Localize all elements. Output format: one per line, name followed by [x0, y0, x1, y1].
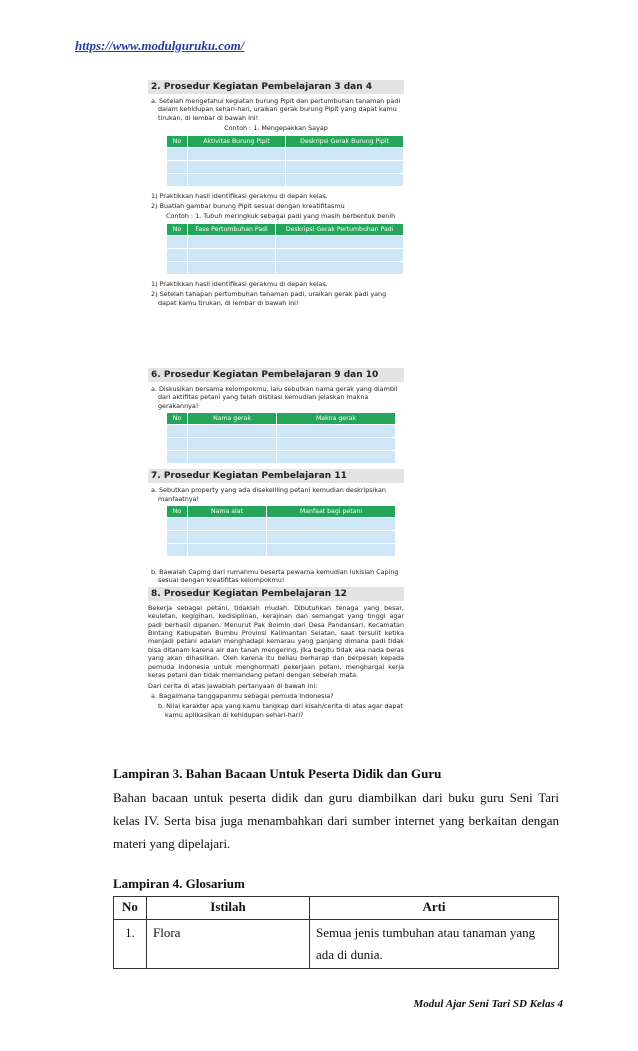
table-row — [167, 261, 404, 274]
table-row — [167, 518, 396, 531]
table-header: Aktivitas Burung Pipit — [187, 135, 285, 147]
table-header: No — [167, 413, 188, 425]
table-header: Manfaat bagi petani — [267, 506, 396, 518]
glossary-header-istilah: Istilah — [147, 897, 310, 920]
section-heading-6: 6. Prosedur Kegiatan Pembelajaran 9 dan 10 — [148, 368, 404, 382]
instruction-text: b. Bawalah Caping dari rumahmu beserta pewarna kemudian lukislah Caping sesuai dengan kreatifitas kelompokmu! — [151, 568, 399, 585]
story-text: Bekerja sebagai petani, tidaklah mudah. Dibutuhkan tenaga yang besar, keuletan, kegigihan, kedisiplinan, kerajinan dan semangat yang tinggi agar padi berhasil dipanen. Menurut Pak Boimin dari Desa Pandansari, Kecamatan Bintang Kabupaten Bumbu Provinsi Kalimantan Selatan, saat tersulit ketika menjadi petani adalah menghadapi kemarau yang panjang dimana padi tidak bisa ditanam karena air dan tanah mengering, jika begitu tidak aka nada beras yang akan dihasilkan. Oleh karena itu beliau berharap dan berpesan kepada pemuda Indonesia untuk menghormati pekerjaan petani, menghargai kerja keras petani dan tidak memandang petani dengan sebelah mata. — [148, 603, 404, 680]
table-row — [167, 438, 396, 451]
table-header: Nama gerak — [188, 413, 277, 425]
question-item: b. Nilai karakter apa yang kamu tangkap dari kisah/cerita di atas agar dapat kamu aplikasikan di kehidupan sehari-hari? — [158, 702, 403, 719]
table-row — [167, 160, 404, 173]
step-text: 1) Praktikkan hasil identifikasi gerakmu di depan kelas. — [151, 279, 328, 288]
example-text: Contoh : 1. Mengepakkan Sayap — [224, 124, 328, 133]
instruction-text: a. Diskusikan bersama kelompokmu, lalu sebutkan nama gerak yang diambil dari aktifitas petani yang telah distilasi kemudian jelaskan makna gerakannya! — [151, 385, 398, 410]
instruction-text: a. Sebutkan property yang ada disekeliling petani kemudian deskripsikan manfaatnya! — [151, 486, 386, 503]
section-heading-2: 2. Prosedur Kegiatan Pembelajaran 3 dan 4 — [148, 80, 404, 94]
table-header: Deskripsi Gerak Burung Pipit — [286, 135, 404, 147]
table-row — [167, 451, 396, 464]
step-text: 2) Buatlah gambar burung Pipit sesuai dengan kreatifitasmu — [151, 202, 345, 211]
table-row — [114, 920, 559, 969]
lampiran-4-title: Lampiran 4. Glosarium — [113, 876, 245, 891]
glossary-cell-istilah: Flora — [147, 920, 310, 969]
table-row — [167, 235, 404, 248]
section-heading-8: 8. Prosedur Kegiatan Pembelajaran 12 — [148, 587, 404, 601]
padi-table — [166, 223, 404, 275]
table-row — [167, 147, 404, 160]
glossary-header-arti: Arti — [310, 897, 559, 920]
glossary-header-no: No — [114, 897, 147, 920]
question-intro: Dari cerita di atas jawablah pertanyaan di bawah ini: — [148, 681, 318, 690]
table-row — [167, 248, 404, 261]
table-header: Fase Pertumbuhan Padi — [187, 223, 275, 235]
table-row — [167, 531, 396, 544]
instruction-text: a. Setelah mengetahui kegiatan burung Pipit dan pertumbuhan tanaman padi dalam kehidupan sehari-hari, uraikan gerak burung Pipit yang dapat kamu tirukan, di lembar di bawah ini! — [151, 97, 401, 122]
table-header: No — [167, 506, 188, 518]
glossary-cell-arti: Semua jenis tumbuhan atau tanaman yang ada di dunia. — [310, 920, 559, 969]
lampiran-3-body: Bahan bacaan untuk peserta didik dan guru diambilkan dari buku guru Seni Tari kelas IV. Serta bisa juga menambahkan dari sumber internet yang berkaitan dengan materi yang dipelajari. — [113, 790, 559, 851]
glossary-table — [113, 896, 559, 969]
textbook-image-2 — [148, 368, 404, 720]
table-header: No — [167, 223, 188, 235]
lampiran-3-title: Lampiran 3. Bahan Bacaan Untuk Peserta Didik dan Guru — [113, 766, 442, 781]
table-header: Deskripsi Gerak Pertumbuhan Padi — [276, 223, 404, 235]
alat-table — [166, 505, 396, 557]
table-header: Makna gerak — [277, 413, 396, 425]
glossary-cell-no: 1. — [114, 920, 147, 969]
table-header: Nama alat — [188, 506, 267, 518]
example-text: Contoh : 1. Tubuh meringkuk sebagai padi yang masih berbentuk benih — [166, 212, 396, 221]
step-text: 1) Praktikkan hasil identifikasi gerakmu di depan kelas. — [151, 191, 328, 200]
pipit-table — [166, 135, 404, 187]
header-url-link[interactable]: https://www.modulguruku.com/ — [75, 38, 245, 53]
table-header: No — [167, 135, 188, 147]
table-row — [167, 544, 396, 557]
footer-text: Modul Ajar Seni Tari SD Kelas 4 — [413, 998, 563, 1010]
gerak-table — [166, 412, 396, 464]
section-heading-7: 7. Prosedur Kegiatan Pembelajaran 11 — [148, 469, 404, 483]
step-text: 2) Setelah tahapan pertumbuhan tanaman padi, uraikan gerak padi yang dapat kamu tirukan, di lembar di bawah ini! — [151, 290, 387, 307]
textbook-image-1 — [148, 80, 404, 330]
table-row — [167, 425, 396, 438]
question-item: a. Bagaimana tanggapanmu sebagai pemuda Indonesia? — [151, 691, 334, 700]
table-row — [167, 173, 404, 186]
